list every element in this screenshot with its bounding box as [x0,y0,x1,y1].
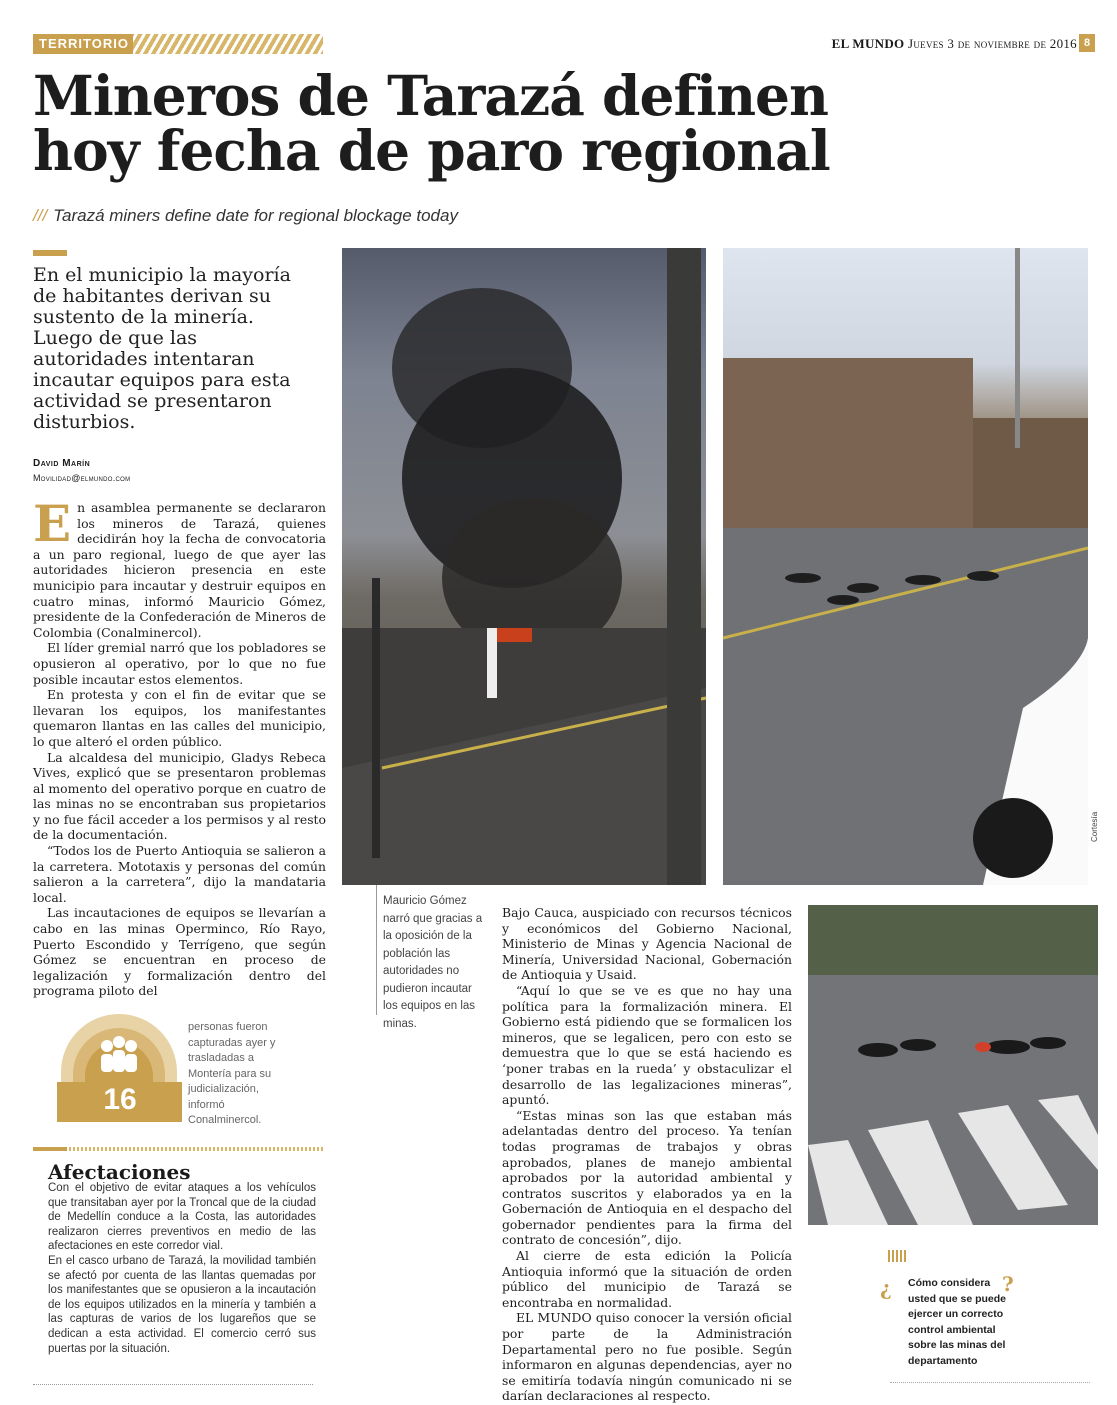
article-column-1 [33,494,326,999]
sidebar-rule [33,1147,323,1151]
page-number: 8 [1079,34,1095,52]
reader-question: Cómo considera usted que se puede ejercer un correcto control ambiental sobre las minas del departamento [908,1277,1007,1367]
article-column-2 [502,905,792,1404]
headline [33,63,833,183]
headline-line-1: Mineros de Tarazá definen [33,63,829,128]
bottom-rule [33,1384,313,1385]
english-subtitle [33,206,458,226]
paragraph-4: La alcaldesa del municipio, Gladys Rebeca Vives, explicó que se presentaron problemas al momento del operativo porque en cuatro de las minas no se encontraban sus propietarios y no fue fácil acceder a los permisos y al resto de la documentación. [33,749,326,843]
drop-cap: E [33,494,72,553]
masthead [832,36,1077,52]
english-subtitle-text: Tarazá miners define date for regional blockage today [53,206,458,225]
section-label: TERRITORIO [33,34,133,54]
sidebar-paragraph-2: En el casco urbano de Tarazá, la movilidad también se afectó por cuenta de las llantas quemadas por los manifestantes que se opusieron a la incautación de los equipos utilizados en la minería y también a las capturas de varios de los lugareños que se dedican a esta actividad. El comercio cerró sus puertas por la situación. [48,1254,316,1355]
paragraph-2: El líder gremial narró que los pobladores se opusieron al operativo, por lo que no fue posible incautar estos elementos. [33,640,326,687]
paragraph-5: “Todos los de Puerto Antioquia se salieron a la carretera. Mototaxis y personas del común salieron a la carretera”, dijo la mandataria local. [33,843,326,905]
col2-paragraph-2: “Aquí lo que se ve es que no hay una política para la formalización minera. El Gobierno está pidiendo que se formalicen los mineros, que se legalicen, pero con esto se demuestra que lo que se está haciendo es ‘poner trabas en la rueda’ y obstaculizar el desarrollo de las legalizaciones mineras”, apuntó. [502,982,792,1108]
slash-ornament: /// [33,206,48,225]
sidebar-paragraph-1: Con el objetivo de evitar ataques a los vehículos que transitaban ayer por la Troncal que de la ciudad de Medellín conduce a la Costa, las autoridades realizaron cierres preventivos en medio de las afectaciones en este corredor vial. [48,1182,316,1253]
photo-caption: Mauricio Gómez narró que gracias a la oposición de la población las autoridades no pudieron incautar los equipos en las minas. [383,895,483,1030]
col2-paragraph-3: “Estas minas son las que estaban más adelantadas dentro del proceso. Ya tenían todas programas de trabajos y obras aprobados, planes de manejo ambiental aprobados por la autoridad ambiental y contratos suscritos y elaborados ya en la Gobernación de Antioquia en el despacho del gobernador pendientes para la firma del contrato de concesión”, dijo. [502,1107,792,1248]
question-mark-close: ? [1002,1272,1014,1296]
photo-street-tires [723,248,1088,885]
accent-bar [33,250,67,256]
stat-text: personas fueron capturadas ayer y trasladadas a Montería para su judicialización, informó Conalminercol. [188,1021,276,1126]
byline-author: David Marín [33,458,91,469]
col2-paragraph-4: Al cierre de esta edición la Policía Antioquia informó que la situación de orden público del municipio de Tarazá se encontraba en normalidad. [502,1248,792,1310]
paragraph-6: Las incautaciones de equipos se llevarían a cabo en las minas Operminco, Río Rayo, Puerto Escondido y Terrígeno, que según Gómez se encuentran en proceso de legalización y formalización dentro del programa piloto del [33,905,326,999]
photo-credit: Cortesía [1090,811,1099,842]
paragraph-3: En protesta y con el fin de evitar que se llevaran los equipos, los manifestantes quemaron llantas en las calles del municipio, lo que alteró el orden público. [33,687,326,749]
photo-burning-tires [808,905,1098,1225]
question-mark-open: ¿ [880,1276,892,1300]
newspaper-name: EL MUNDO [831,36,905,51]
stat-number: 16 [103,1083,137,1116]
photo-road-illustration [808,905,1098,1225]
section-tag [33,34,323,54]
question-ornament [888,1250,908,1262]
byline-email: Movilidad@elmundo.com [33,473,131,483]
photo-smoke-protest [342,248,706,885]
col2-paragraph-5: EL MUNDO quiso conocer la versión oficial por parte de la Administración Departamental pero no fue posible. Según informaron en algunas dependencias, ayer no se emitiría todavía ningún comunicado ni se darían declaraciones al respecto. [502,1310,792,1404]
lead-paragraph: En el municipio la mayoría de habitantes derivan su sustento de la minería. Luego de que las autoridades intentaran incautar equipos para esta actividad se presentaron disturbios. [33,264,291,433]
paragraph-1 [33,494,326,640]
sidebar-body [48,1181,316,1356]
headline-line-2: hoy fecha de paro regional [33,118,830,183]
col2-paragraph-1: Bajo Cauca, auspiciado con recursos técnicos y económicos del Gobierno Nacional, Ministerio de Minas y Agencia Nacional de Minería, Universidad Nacional, Gobernación de Antioquia y Usaid. [502,905,792,983]
question-rule [890,1382,1090,1383]
photo-street-illustration [723,248,1088,885]
sidebar-title: Afectaciones [48,1160,191,1184]
issue-date: Jueves 3 de noviembre de 2016 [907,36,1077,51]
paragraph-1-text: n asamblea permanente se declararon los mineros de Tarazá, quienes decidirán hoy la fecha de convocatoria a un paro regional, luego de que ayer las autoridades hicieron presencia en este municipio para incautar y destruir equipos en cuatro minas, informó Mauricio Gómez, presidente de la Confederación de Mineros de Colombia (Conalminercol). [33,500,326,640]
photo-smoke-illustration [342,248,706,885]
caption-rule [376,885,377,1015]
